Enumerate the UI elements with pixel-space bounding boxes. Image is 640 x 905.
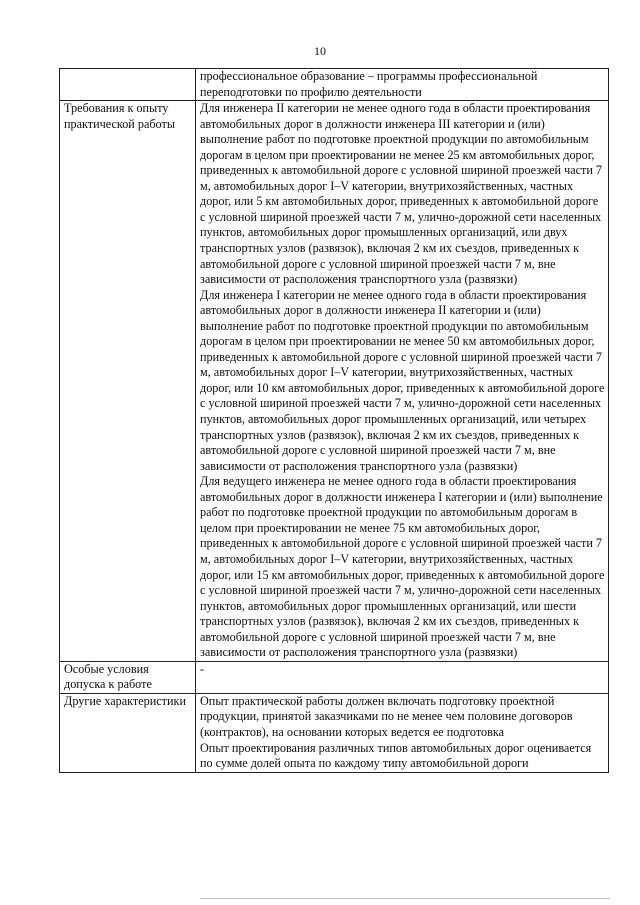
content-paragraph: Для инженера II категории не менее одного года в области проектирования автомобильных дорог в должности инженера III категории и (или) выполнение работ по подготовке проектной продукции по автомобильным дорогам в целом при проектировании не менее 25 км автомобильных дорог, приведенных к автомобильной дороге с условной шириной проезжей части 7 м, автомобильных дорог I–V категории, внутрихозяйственных, частных дорог, или 5 км автомобильных дорог, приведенных к автомобильной дороге с условной шириной проезжей части 7 м, улично-дорожной сети населенных пунктов, автомобильных дорог промышленных организаций, или двух транспортных узлов (развязок), включая 2 км их съездов, приведенных к автомобильной дороге с условной шириной проезжей части 7 м, вне зависимости от расположения транспортного узла (развязки) xyxy=(200,101,603,287)
row-content-cell xyxy=(196,69,609,101)
table-row xyxy=(60,101,609,662)
table-row xyxy=(60,693,609,772)
content-paragraph: Для ведущего инженера не менее одного года в области проектирования автомобильных дорог в должности инженера I категории и (или) выполнение работ по подготовке проектной продукции по автомобильным дорогам в целом при проектировании не менее 75 км автомобильных дорог, приведенных к автомобильной дороге с условной шириной проезжей части 7 м, автомобильных дорог I–V категории, внутрихозяйственных, частных дорог, или 15 км автомобильных дорог, приведенных к автомобильной дороге с условной шириной проезжей части 7 м, улично-дорожной сети населенных пунктов, автомобильных дорог промышленных организаций, или шести транспортных узлов (развязок), включая 2 км их съездов, приведенных к автомобильной дороге с условной шириной проезжей части 7 м, вне зависимости от расположения транспортного узла (развязки) xyxy=(200,474,605,660)
row-label-cell: Требования к опыту практической работы xyxy=(60,101,196,662)
scan-artifact-line xyxy=(200,898,610,899)
row-label-cell: Другие характеристики xyxy=(60,693,196,772)
content-paragraph: Для инженера I категории не менее одного года в области проектирования автомобильных дорог в должности инженера II категории и (или) выполнение работ по подготовке проектной продукции по автомобильным дорогам в целом при проектировании не менее 50 км автомобильных дорог, приведенных к автомобильной дороге с условной шириной проезжей части 7 м, автомобильных дорог I–V категории, внутрихозяйственных, частных дорог, или 10 км автомобильных дорог, приведенных к автомобильной дороге с условной шириной проезжей части 7 м, улично-дорожной сети населенных пунктов, автомобильных дорог промышленных организаций, или четырех транспортных узлов (развязок), включая 2 км их съездов, приведенных к автомобильной дороге с условной шириной проезжей части 7 м, вне зависимости от расположения транспортного узла (развязки) xyxy=(200,287,605,473)
table-row xyxy=(60,661,609,693)
row-content-cell xyxy=(196,661,609,693)
table-row xyxy=(60,69,609,101)
content-paragraph: - xyxy=(200,661,205,676)
row-label-cell: Особые условия допуска к работе xyxy=(60,661,196,693)
page-number: 10 xyxy=(314,44,326,58)
content-paragraph: Опыт проектирования различных типов автомобильных дорог оценивается по сумме долей опыта по каждому типу автомобильной дороги xyxy=(200,740,592,771)
row-content-cell xyxy=(196,101,609,662)
content-paragraph: профессиональное образование – программы профессиональной переподготовки по профилю деятельности xyxy=(200,69,538,99)
row-label-cell xyxy=(60,69,196,101)
row-content-cell xyxy=(196,693,609,772)
requirements-table xyxy=(59,68,609,773)
content-paragraph: Опыт практической работы должен включать подготовку проектной продукции, принятой заказчиками по не менее чем половине договоров (контрактов), на основании которых ведется ее подготовка xyxy=(200,693,573,739)
